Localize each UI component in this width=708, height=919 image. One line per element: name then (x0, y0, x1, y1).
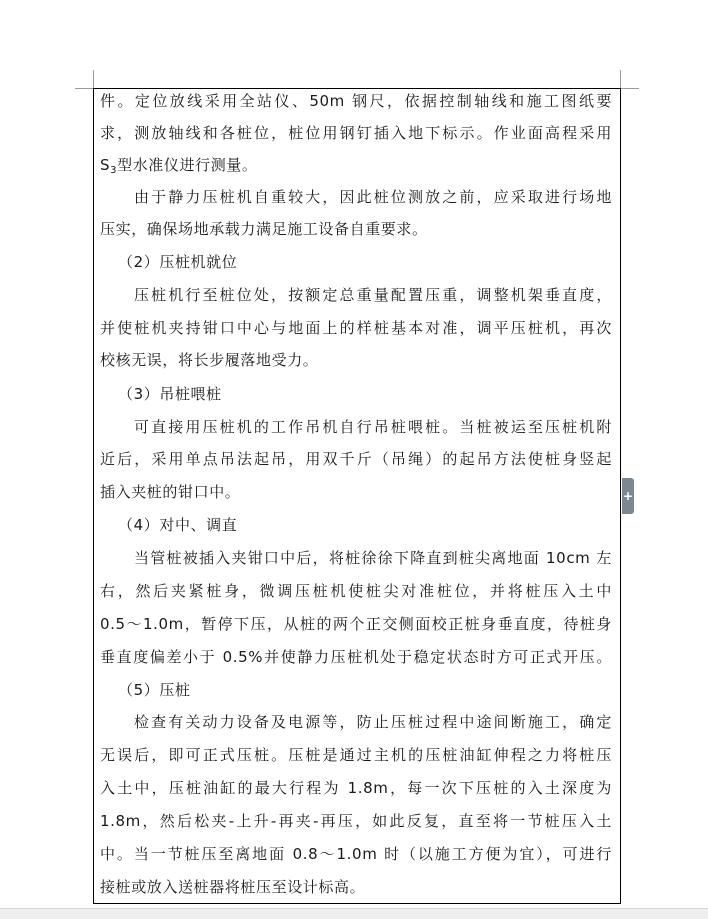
text-line: 压实，确保场地承载力满足施工设备自重要求。 (100, 220, 428, 238)
text-line: 0.5～1.0m，暂停下压，从桩的两个正交侧面校正桩身垂直度，待桩身 (100, 615, 612, 633)
crop-mark-right-horizontal (621, 88, 639, 89)
text-line: 中。当一节桩压至离地面 0.8～1.0m 时（以施工方便为宜），可进行 (100, 845, 612, 863)
level-model-letter: S (100, 156, 111, 174)
text-line: 无误后，即可正式压桩。压桩是通过主机的压桩油缸伸程之力将桩压 (100, 746, 612, 764)
paragraph-first-line: 由于静力压桩机自重较大，因此桩位测放之前，应采取进行场地 (134, 188, 612, 206)
text-line: 右，然后夹紧桩身，微调压桩机使桩尖对准桩位，并将桩压入土中 (100, 582, 612, 600)
level-model-subscript: 3 (110, 165, 118, 176)
text-line: 校核无误，将长步履落地受力。 (100, 351, 319, 369)
text-line: 并使桩机夹持钳口中心与地面上的样桩基本对准，调平压桩机，再次 (100, 319, 612, 337)
text-line: 件。定位放线采用全站仪、50m 钢尺，依据控制轴线和施工图纸要 (100, 92, 612, 110)
paragraph-first-line: 可直接用压桩机的工作吊机自行吊桩喂桩。当桩被运至压桩机附 (134, 418, 612, 436)
plus-icon: + (622, 489, 634, 503)
text-line (100, 152, 258, 178)
text-line: 1.8m，然后松夹-上升-再夹-再压，如此反复，直至将一节桩压入土 (100, 812, 612, 830)
text-line: 垂直度偏差小于 0.5%并使静力压桩机处于稳定状态时方可正式开压。 (100, 648, 612, 666)
crop-mark-left-horizontal (75, 88, 93, 89)
section-heading: （2）压桩机就位 (118, 253, 238, 271)
paragraph-first-line: 检查有关动力设备及电源等，防止压桩过程中途间断施工，确定 (134, 713, 612, 731)
level-model-text: 型水准仪进行测量。 (117, 156, 258, 174)
crop-mark-right-vertical (620, 70, 621, 88)
section-heading: （5）压桩 (118, 681, 191, 699)
text-line: 入土中，压桩油缸的最大行程为 1.8m，每一次下压桩的入土深度为 (100, 779, 612, 797)
text-line: 近后，采用单点吊法起吊，用双千斤（吊绳）的起吊方法使桩身竖起 (100, 450, 612, 468)
section-heading: （4）对中、调直 (118, 516, 238, 534)
paragraph-first-line: 当管桩被插入夹钳口中后，将桩徐徐下降直到桩尖离地面 10cm 左 (134, 549, 612, 567)
text-line: 求，测放轴线和各桩位，桩位用钢钉插入地下标示。作业面高程采用 (100, 124, 612, 142)
side-expand-tab[interactable] (622, 478, 634, 514)
text-line: 插入夹桩的钳口中。 (100, 483, 241, 501)
paragraph-first-line: 压桩机行至桩位处，按额定总重量配置压重，调整机架垂直度， (134, 286, 612, 304)
bottom-scrollbar[interactable] (0, 908, 708, 919)
crop-mark-left-vertical (93, 70, 94, 88)
text-line: 接桩或放入送桩器将桩压至设计标高。 (100, 878, 366, 896)
section-heading: （3）吊桩喂桩 (118, 385, 222, 403)
